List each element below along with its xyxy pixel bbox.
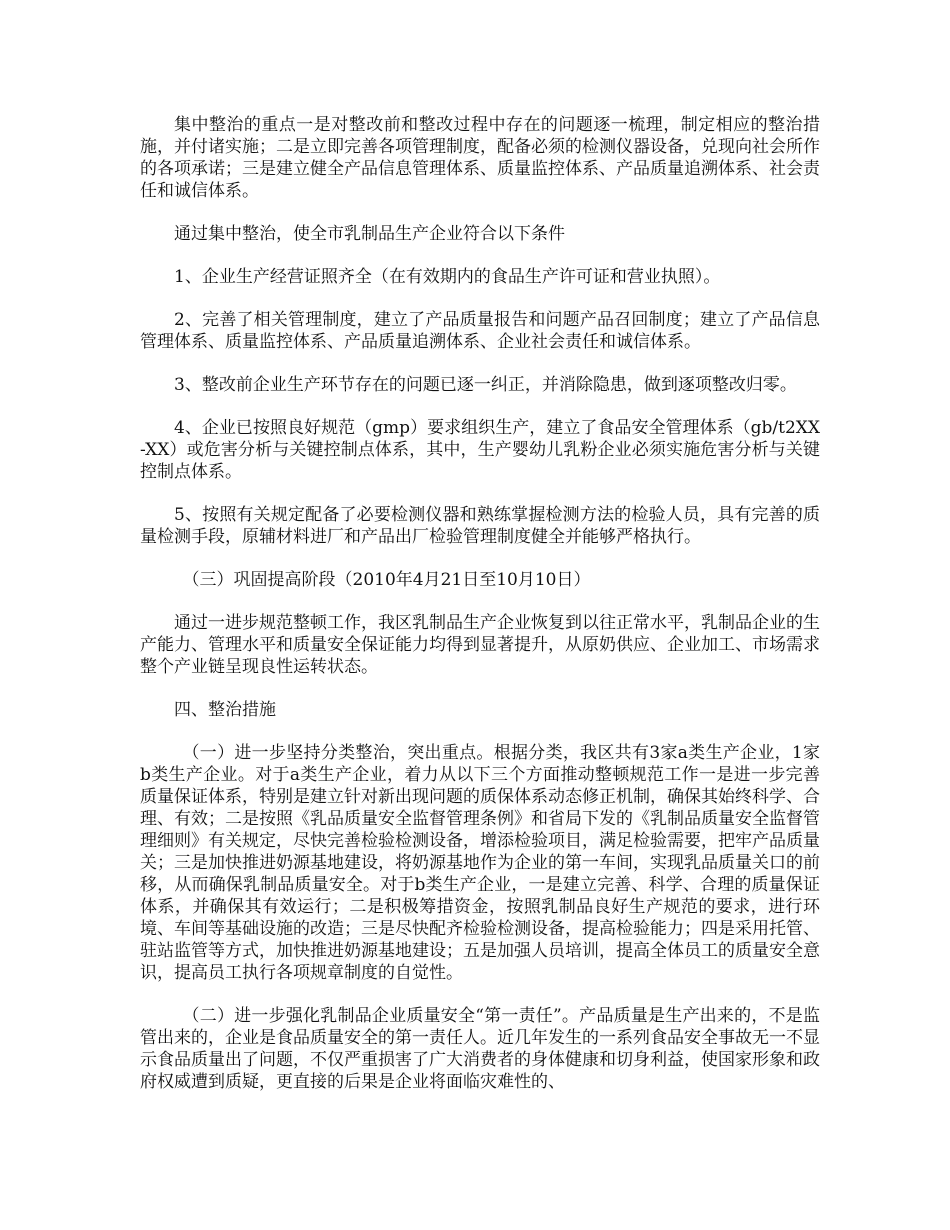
paragraph-condition-4: 4、企业已按照良好规范（gmp）要求组织生产，建立了食品安全管理体系（gb/t2XX-XX）或危害分析与关键控制点体系，其中，生产婴幼儿乳粉企业必须实施危害分析与关键控制点体系。 xyxy=(140,418,820,482)
paragraph-measure-1: （一）进一步坚持分类整治，突出重点。根据分类，我区共有3家a类生产企业，1家b类生产企业。对于a类生产企业，着力从以下三个方面推动整顿规范工作一是进一步完善质量保证体系，特别是建立针对新出现问题的质保体系动态修正机制，确保其始终科学、合理、有效；二是按照《乳品质量安全监督管理条例》和省局下发的《乳制品质量安全监督管理细则》有关规定，尽快完善检验检测设备，增添检验项目，满足检验需要，把牢产品质量关；三是加快推进奶源基地建设，将奶源基地作为企业的第一车间，实现乳品质量关口的前移，从而确保乳制品质量安全。对于b类生产企业，一是建立完善、科学、合理的质量保证体系，并确保其有效运行；二是积极筹措资金，按照乳制品良好生产规范的要求，进行环境、车间等基础设施的改造；三是尽快配齐检验检测设备，提高检验能力；四是采用托管、驻站监管等方式，加快推进奶源基地建设；五是加强人员培训，提高全体员工的质量安全意识，提高员工执行各项规章制度的自觉性。 xyxy=(140,743,820,983)
paragraph-condition-2: 2、完善了相关管理制度，建立了产品质量报告和问题产品召回制度；建立了产品信息管理体系、质量监控体系、产品质量追溯体系、企业社会责任和诚信体系。 xyxy=(140,310,820,352)
section-heading-phase-3: （三）巩固提高阶段（2010年4月21日至10月10日） xyxy=(182,570,591,590)
paragraph-focus-points: 集中整治的重点一是对整改前和整改过程中存在的问题逐一梳理，制定相应的整治措施，并付诸实施；二是立即完善各项管理制度，配备必须的检测仪器设备，兑现向社会所作的各项承诺；三是建立健全产品信息管理体系、质量监控体系、产品质量追溯体系、社会责任和诚信体系。 xyxy=(140,115,820,201)
paragraph-conditions-intro: 通过集中整治，使全市乳制品生产企业符合以下条件 xyxy=(174,224,565,244)
paragraph-condition-5: 5、按照有关规定配备了必要检测仪器和熟练掌握检测方法的检验人员，具有完善的质量检测手段，原辅材料进厂和产品出厂检验管理制度健全并能够严格执行。 xyxy=(140,505,820,547)
document-body xyxy=(140,114,820,1114)
paragraph-measure-2: （二）进一步强化乳制品企业质量安全“第一责任”。产品质量是生产出来的，不是监管出来的，企业是食品质量安全的第一责任人。近几年发生的一系列食品安全事故无一不显示食品质量出了问题，不仅严重损害了广大消费者的身体健康和切身利益，使国家形象和政府权威遭到质疑，更直接的后果是企业将面临灾难性的、 xyxy=(140,1006,820,1092)
section-heading-measures: 四、整治措施 xyxy=(174,700,276,720)
paragraph-phase-3-goal: 通过一进步规范整顿工作，我区乳制品生产企业恢复到以往正常水平，乳制品企业的生产能力、管理水平和质量安全保证能力均得到显著提升，从原奶供应、企业加工、市场需求整个产业链呈现良性运转状态。 xyxy=(140,613,820,677)
paragraph-condition-1: 1、企业生产经营证照齐全（在有效期内的食品生产许可证和营业执照）。 xyxy=(174,267,721,287)
paragraph-condition-3: 3、整改前企业生产环节存在的问题已逐一纠正，并消除隐患，做到逐项整改归零。 xyxy=(174,375,797,395)
